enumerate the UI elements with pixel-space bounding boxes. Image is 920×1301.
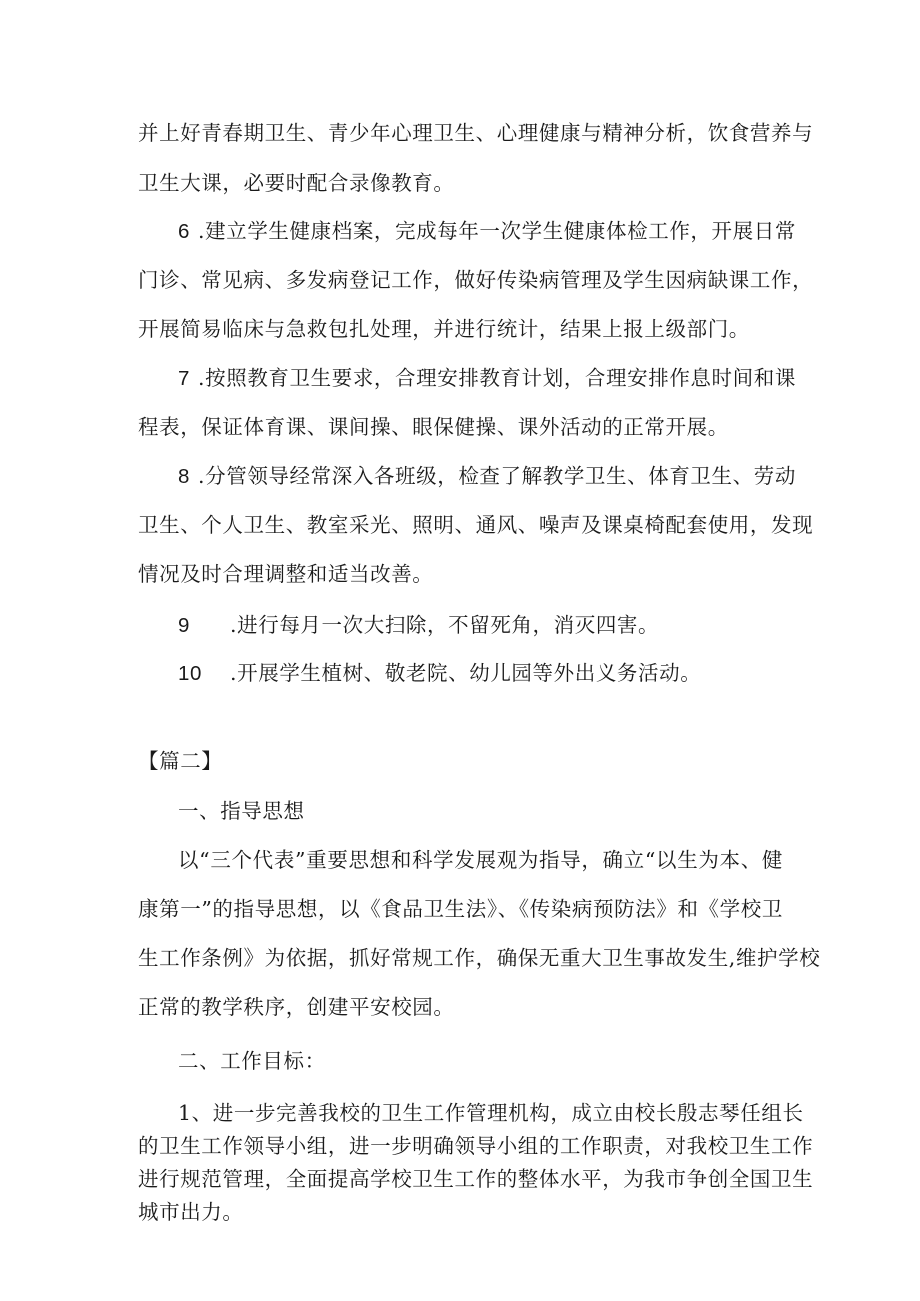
- paragraph-line: 程表，保证体育课、课间操、眼保健操、课外活动的正常开展。: [138, 415, 729, 439]
- list-item-8: [178, 463, 838, 490]
- paragraph-line: 正常的教学秩序，创建平安校园。: [138, 995, 455, 1019]
- item-text: .开展学生植树、敬老院、幼儿园等外出义务活动。: [230, 661, 702, 685]
- item-text: .建立学生健康档案，完成每年一次学生健康体检工作，开展日常: [198, 219, 796, 243]
- list-item-9: [178, 612, 838, 639]
- paragraph-line: 1、进一步完善我校的卫生工作管理机构，成立由校长殷志琴任组长: [178, 1101, 804, 1125]
- item-number: 7: [178, 367, 191, 390]
- item-number: 6: [178, 220, 191, 243]
- item-number: 10: [178, 662, 203, 685]
- item-number: 9: [178, 614, 191, 637]
- paragraph-line: 生工作条例》为依据，抓好常规工作，确保无重大卫生事故发生,维护学校: [138, 946, 821, 970]
- paragraph-line: 门诊、常见病、多发病登记工作，做好传染病管理及学生因病缺课工作，: [138, 268, 814, 292]
- list-item-6: [178, 218, 838, 245]
- item-number: 8: [178, 465, 191, 488]
- section-title: 【篇二】: [138, 749, 223, 773]
- paragraph-line: 城市出力。: [138, 1200, 244, 1224]
- section-heading-goals: 二、工作目标：: [178, 1049, 326, 1073]
- paragraph-line: 卫生、个人卫生、教室采光、照明、通风、噪声及课桌椅配套使用，发现: [138, 513, 814, 537]
- paragraph-line: 开展简易临床与急救包扎处理，并进行统计，结果上报上级部门。: [138, 317, 750, 341]
- paragraph-line: 并上好青春期卫生、青少年心理卫生、心理健康与精神分析，饮食营养与: [138, 121, 814, 145]
- paragraph-line: 卫生大课，必要时配合录像教育。: [138, 171, 455, 195]
- paragraph-line: 情况及时合理调整和适当改善。: [138, 562, 434, 586]
- item-text: .按照教育卫生要求，合理安排教育计划，合理安排作息时间和课: [198, 366, 796, 390]
- paragraph-line: 康第一”的指导思想，以《食品卫生法》、《传染病预防法》和《学校卫: [138, 897, 783, 921]
- list-item-10: [178, 660, 838, 687]
- item-text: .进行每月一次大扫除，不留死角，消灭四害。: [230, 613, 660, 637]
- paragraph-line: 的卫生工作领导小组，进一步明确领导小组的工作职责，对我校卫生工作: [138, 1134, 814, 1158]
- list-item-7: [178, 365, 838, 392]
- paragraph-line: 以“三个代表”重要思想和科学发展观为指导，确立“以生为本、健: [178, 848, 783, 872]
- section-heading-guiding: 一、指导思想: [178, 799, 305, 823]
- paragraph-line: 进行规范管理，全面提高学校卫生工作的整体水平，为我市争创全国卫生: [138, 1167, 814, 1191]
- item-text: .分管领导经常深入各班级，检查了解教学卫生、体育卫生、劳动: [198, 464, 796, 488]
